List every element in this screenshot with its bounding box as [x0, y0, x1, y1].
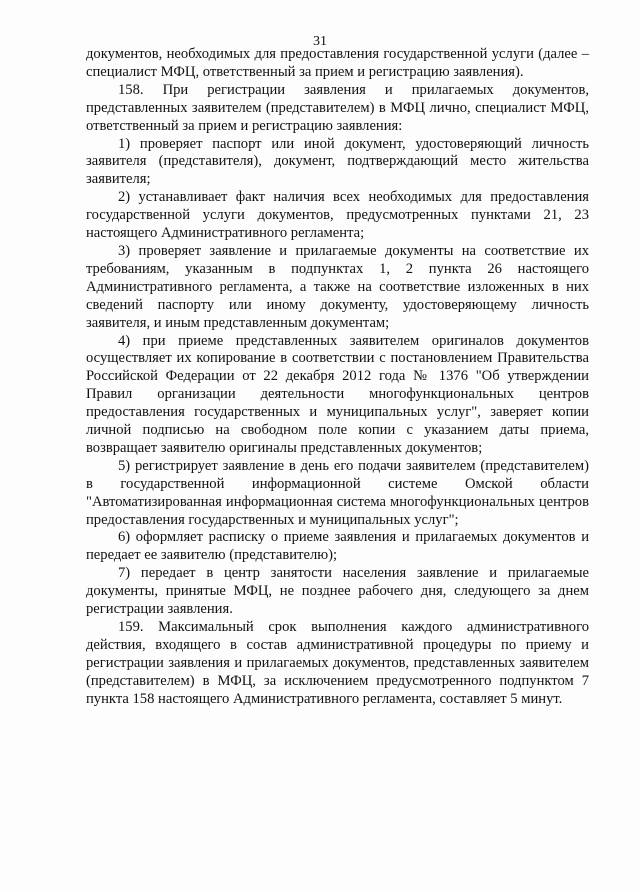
- document-body: [86, 46, 589, 709]
- page-number: 31: [313, 34, 327, 49]
- paragraph-continuation: документов, необходимых для предоставления государственной услуги (далее – специалист МФЦ, ответственный за прием и регистрацию заявления).: [86, 46, 589, 80]
- subparagraph-6: 6) оформляет расписку о приеме заявления и прилагаемых документов и передает ее заявителю (представителю);: [86, 529, 589, 564]
- subparagraph-2: 2) устанавливает факт наличия всех необходимых для предоставления государственной услуги документов, предусмотренных пунктами 21, 23 настоящего Административного регламента;: [86, 189, 589, 242]
- subparagraph-7: 7) передает в центр занятости населения заявление и прилагаемые документы, принятые МФЦ, не позднее рабочего дня, следующего за днем регистрации заявления.: [86, 565, 589, 618]
- subparagraph-1: 1) проверяет паспорт или иной документ, удостоверяющий личность заявителя (представителя), документ, подтверждающий место жительства заявителя;: [86, 135, 589, 188]
- subparagraph-3: 3) проверяет заявление и прилагаемые документы на соответствие их требованиям, указанным в подпунктах 1, 2 пункта 26 настоящего Административного регламента, а также на соответствие изложенных в них сведений паспорту или иному документу, удостоверяющему личность заявителя, и иным представленным документам;: [86, 242, 589, 331]
- subparagraph-4: 4) при приеме представленных заявителем оригиналов документов осуществляет их копирование в соответствии с постановлением Правительства Российской Федерации от 22 декабря 2012 года № 1376 "Об утверждении Правил организации деятельности многофункциональных центров предоставления государственных и муниципальных услуг", заверяет копии личной подписью на свободном поле копии с указанием даты приема, возвращает заявителю оригиналы представленных документов;: [86, 332, 589, 456]
- paragraph-159: 159. Максимальный срок выполнения каждого административного действия, входящего в состав административной процедуры по приему и регистрации заявления и прилагаемых документов, представленных заявителем (представителем) в МФЦ, за исключением предусмотренного подпунктом 7 пункта 158 настоящего Административного регламента, составляет 5 минут.: [86, 619, 589, 707]
- paragraph-158: 158. При регистрации заявления и прилагаемых документов, представленных заявителем (представителем) в МФЦ лично, специалист МФЦ, ответственный за прием и регистрацию заявления:: [86, 81, 589, 134]
- subparagraph-5: 5) регистрирует заявление в день его подачи заявителем (представителем) в государственной информационной системе Омской области "Автоматизированная информационная система многофункциональных центров предоставления государственных и муниципальных услуг";: [86, 457, 589, 528]
